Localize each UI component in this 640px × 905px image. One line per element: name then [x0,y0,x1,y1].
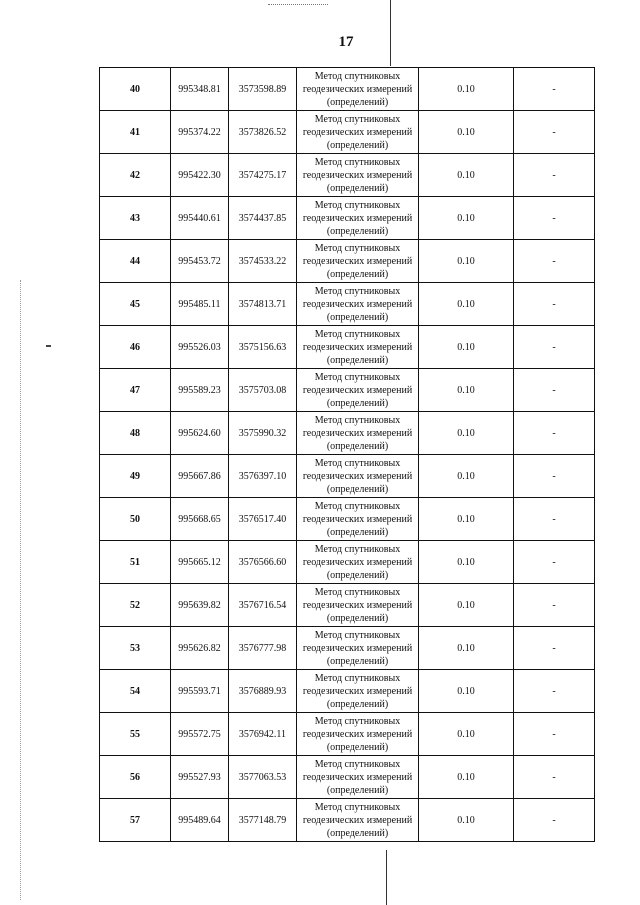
method-cell [297,541,419,584]
note-cell: - [514,584,595,627]
note-cell: - [514,283,595,326]
method-line: Метод спутниковых [314,113,401,125]
x-coordinate-cell: 995489.64 [171,799,229,842]
x-coordinate-cell: 995348.81 [171,68,229,111]
coordinates-table-body [100,68,595,842]
y-coordinate-cell: 3576942.11 [229,713,297,756]
method-line: Метод спутниковых [314,156,401,168]
point-number-cell: 57 [100,799,171,842]
method-line: Метод спутниковых [314,414,401,426]
method-line: геодезических измерений [302,685,413,697]
x-coordinate-cell: 995624.60 [171,412,229,455]
note-cell: - [514,197,595,240]
x-coordinate-cell: 995639.82 [171,584,229,627]
y-coordinate-cell: 3577148.79 [229,799,297,842]
x-coordinate-cell: 995526.03 [171,326,229,369]
y-coordinate-cell: 3574437.85 [229,197,297,240]
accuracy-cell: 0.10 [419,670,514,713]
y-coordinate-cell: 3577063.53 [229,756,297,799]
table-row [100,498,595,541]
table-row [100,369,595,412]
point-number-cell: 47 [100,369,171,412]
x-coordinate-cell: 995668.65 [171,498,229,541]
method-line: геодезических измерений [302,83,413,95]
accuracy-cell: 0.10 [419,584,514,627]
method-line: геодезических измерений [302,298,413,310]
point-number-cell: 52 [100,584,171,627]
x-coordinate-cell: 995572.75 [171,713,229,756]
method-line: Метод спутниковых [314,371,401,383]
accuracy-cell: 0.10 [419,799,514,842]
method-line: (определений) [326,655,389,667]
x-coordinate-cell: 995667.86 [171,455,229,498]
x-coordinate-cell: 995527.93 [171,756,229,799]
method-line: Метод спутниковых [314,758,401,770]
accuracy-cell: 0.10 [419,68,514,111]
method-line: (определений) [326,397,389,409]
method-line: Метод спутниковых [314,285,401,297]
point-number-cell: 50 [100,498,171,541]
scan-artifact [268,4,328,9]
table-row [100,584,595,627]
y-coordinate-cell: 3574813.71 [229,283,297,326]
table-row [100,111,595,154]
point-number-cell: 55 [100,713,171,756]
point-number-cell: 40 [100,68,171,111]
method-line: (определений) [326,741,389,753]
method-line: (определений) [326,225,389,237]
table-row [100,240,595,283]
accuracy-cell: 0.10 [419,326,514,369]
method-line: геодезических измерений [302,341,413,353]
accuracy-cell: 0.10 [419,369,514,412]
table-row [100,154,595,197]
scan-fold-line-bottom [386,850,387,905]
table-row [100,799,595,842]
method-line: (определений) [326,698,389,710]
method-line: Метод спутниковых [314,500,401,512]
method-line: геодезических измерений [302,513,413,525]
accuracy-cell: 0.10 [419,111,514,154]
accuracy-cell: 0.10 [419,713,514,756]
x-coordinate-cell: 995665.12 [171,541,229,584]
y-coordinate-cell: 3574533.22 [229,240,297,283]
y-coordinate-cell: 3575156.63 [229,326,297,369]
point-number-cell: 45 [100,283,171,326]
method-cell [297,455,419,498]
note-cell: - [514,756,595,799]
method-line: геодезических измерений [302,427,413,439]
method-cell [297,283,419,326]
accuracy-cell: 0.10 [419,283,514,326]
point-number-cell: 48 [100,412,171,455]
method-line: Метод спутниковых [314,328,401,340]
method-cell [297,584,419,627]
y-coordinate-cell: 3574275.17 [229,154,297,197]
accuracy-cell: 0.10 [419,455,514,498]
method-line: (определений) [326,139,389,151]
scan-margin-line [20,280,21,900]
table-row [100,326,595,369]
method-cell [297,111,419,154]
method-line: геодезических измерений [302,212,413,224]
y-coordinate-cell: 3576777.98 [229,627,297,670]
y-coordinate-cell: 3576397.10 [229,455,297,498]
y-coordinate-cell: 3573598.89 [229,68,297,111]
note-cell: - [514,369,595,412]
method-cell [297,498,419,541]
accuracy-cell: 0.10 [419,498,514,541]
method-line: Метод спутниковых [314,586,401,598]
note-cell: - [514,670,595,713]
table-row [100,756,595,799]
table-row [100,68,595,111]
method-line: геодезических измерений [302,255,413,267]
point-number-cell: 53 [100,627,171,670]
method-cell [297,756,419,799]
method-line: (определений) [326,96,389,108]
note-cell: - [514,154,595,197]
method-line: (определений) [326,784,389,796]
x-coordinate-cell: 995453.72 [171,240,229,283]
note-cell: - [514,541,595,584]
method-line: Метод спутниковых [314,199,401,211]
method-cell [297,670,419,713]
point-number-cell: 43 [100,197,171,240]
accuracy-cell: 0.10 [419,412,514,455]
method-line: (определений) [326,526,389,538]
method-cell [297,68,419,111]
method-cell [297,154,419,197]
point-number-cell: 49 [100,455,171,498]
scan-fold-line-top [390,0,391,66]
x-coordinate-cell: 995589.23 [171,369,229,412]
y-coordinate-cell: 3575990.32 [229,412,297,455]
method-line: (определений) [326,612,389,624]
point-number-cell: 51 [100,541,171,584]
method-line: (определений) [326,268,389,280]
y-coordinate-cell: 3576716.54 [229,584,297,627]
note-cell: - [514,498,595,541]
method-line: геодезических измерений [302,814,413,826]
table-row [100,412,595,455]
point-number-cell: 56 [100,756,171,799]
method-line: Метод спутниковых [314,801,401,813]
point-number-cell: 41 [100,111,171,154]
note-cell: - [514,111,595,154]
method-line: Метод спутниковых [314,672,401,684]
accuracy-cell: 0.10 [419,154,514,197]
method-line: Метод спутниковых [314,242,401,254]
accuracy-cell: 0.10 [419,240,514,283]
page-number: 17 [338,34,354,50]
accuracy-cell: 0.10 [419,197,514,240]
note-cell: - [514,799,595,842]
table-row [100,197,595,240]
x-coordinate-cell: 995422.30 [171,154,229,197]
method-line: (определений) [326,827,389,839]
method-line: Метод спутниковых [314,457,401,469]
x-coordinate-cell: 995485.11 [171,283,229,326]
method-line: (определений) [326,440,389,452]
y-coordinate-cell: 3575703.08 [229,369,297,412]
point-number-cell: 42 [100,154,171,197]
accuracy-cell: 0.10 [419,627,514,670]
method-cell [297,627,419,670]
table-row [100,670,595,713]
method-cell [297,799,419,842]
x-coordinate-cell: 995626.82 [171,627,229,670]
method-line: (определений) [326,182,389,194]
table-row [100,627,595,670]
note-cell: - [514,713,595,756]
method-cell [297,326,419,369]
table-row [100,455,595,498]
method-line: (определений) [326,483,389,495]
method-line: (определений) [326,569,389,581]
scan-speck [46,345,51,347]
method-line: геодезических измерений [302,728,413,740]
method-cell [297,369,419,412]
method-line: геодезических измерений [302,556,413,568]
method-line: геодезических измерений [302,771,413,783]
accuracy-cell: 0.10 [419,756,514,799]
point-number-cell: 54 [100,670,171,713]
method-line: Метод спутниковых [314,70,401,82]
note-cell: - [514,627,595,670]
method-line: геодезических измерений [302,470,413,482]
x-coordinate-cell: 995374.22 [171,111,229,154]
method-line: Метод спутниковых [314,629,401,641]
method-line: геодезических измерений [302,126,413,138]
y-coordinate-cell: 3576889.93 [229,670,297,713]
note-cell: - [514,240,595,283]
method-line: (определений) [326,311,389,323]
y-coordinate-cell: 3576517.40 [229,498,297,541]
note-cell: - [514,455,595,498]
point-number-cell: 44 [100,240,171,283]
method-line: геодезических измерений [302,169,413,181]
method-cell [297,197,419,240]
accuracy-cell: 0.10 [419,541,514,584]
method-line: Метод спутниковых [314,543,401,555]
method-line: (определений) [326,354,389,366]
table-row [100,713,595,756]
method-cell [297,713,419,756]
method-cell [297,240,419,283]
table-row [100,541,595,584]
note-cell: - [514,68,595,111]
table-row [100,283,595,326]
point-number-cell: 46 [100,326,171,369]
y-coordinate-cell: 3573826.52 [229,111,297,154]
note-cell: - [514,412,595,455]
method-cell [297,412,419,455]
x-coordinate-cell: 995440.61 [171,197,229,240]
note-cell: - [514,326,595,369]
method-line: геодезических измерений [302,642,413,654]
method-line: Метод спутниковых [314,715,401,727]
coordinates-table [99,67,595,842]
y-coordinate-cell: 3576566.60 [229,541,297,584]
method-line: геодезических измерений [302,599,413,611]
method-line: геодезических измерений [302,384,413,396]
x-coordinate-cell: 995593.71 [171,670,229,713]
